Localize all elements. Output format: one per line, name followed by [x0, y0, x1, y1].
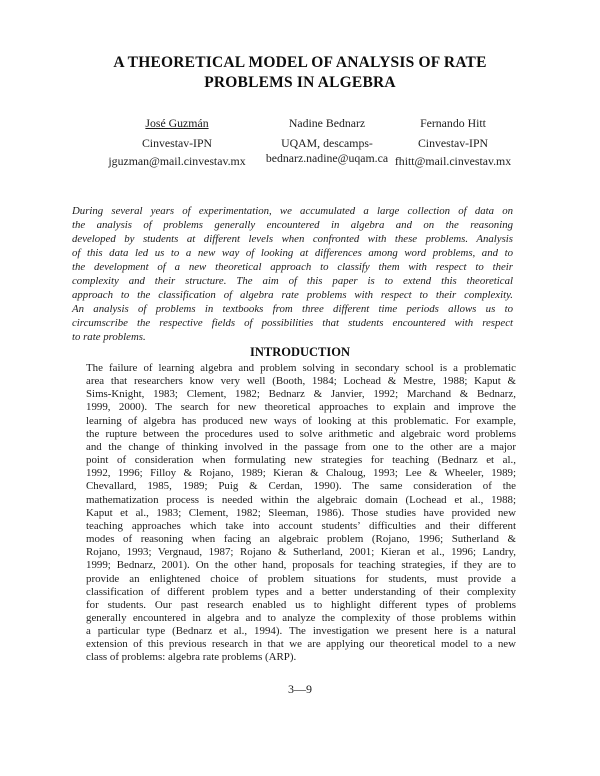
paragraph-line: a particular type (Bednarz et al., 1994). The investigation we present here is a natural	[86, 625, 516, 638]
paragraph-line: learning of algebra has produced new ways of looking at this problematic. For example,	[86, 414, 516, 427]
introduction-heading: INTRODUCTION	[249, 345, 350, 359]
paragraph-line: mathematization process is needed within the algebraic domain (Lochead et al., 1988;	[86, 493, 516, 506]
paragraph-line: The failure of learning algebra and problem solving in secondary school is a problematic	[86, 362, 516, 374]
paragraph-line: teaching approaches which take into account students’ difficulties and their different	[86, 519, 516, 532]
paragraph-line: Kaput et al., 1983; Clement, 1982; Sleeman, 1986). Those studies have provided new	[86, 506, 516, 519]
paragraph-line: Rojano, 1993; Vergnaud, 1987; Rojano & Sutherland, 2001; Kieran et al., 1996; Landry,	[86, 546, 516, 559]
paragraph-line: classification of different problem types and a better understanding of their complexity	[86, 585, 516, 598]
author-block	[0, 117, 600, 170]
abstract	[72, 204, 513, 344]
author-email: fhitt@mail.cinvestav.mx	[394, 153, 512, 168]
paragraph-line: class of problems: algebra rate problems (ARP).	[86, 651, 297, 664]
abstract-line: An analysis of problems in textbooks from three different time periods allows us to	[72, 303, 513, 315]
author-affiliation: Cinvestav-IPN	[141, 136, 213, 150]
paragraph-line: 1992, 1996; Filloy & Rojano, 1989; Kieran & Chaloug, 1993; Lee & Wheeler, 1989;	[86, 467, 516, 480]
abstract-line: to rate problems.	[72, 331, 146, 343]
author-affiliation: Cinvestav-IPN	[417, 136, 489, 150]
paragraph-line: area that researchers know very well (Booth, 1984; Lochead & Mestre, 1988; Kaput &	[86, 375, 516, 388]
paragraph-line: point of consideration when formulating new strategies for teaching (Bednarz et al.,	[86, 454, 516, 467]
paragraph-line: modes of reasoning when facing an algebraic problem (Rojano, 1996; Sutherland &	[86, 533, 516, 546]
author-email: bednarz.nadine@uqam.ca	[265, 150, 389, 165]
paragraph-line: and the change of thinking involved in the passage from one to the other are a major	[86, 440, 516, 453]
paragraph-line: generally encountered in algebra and to analyze the complexity of those problems within	[86, 611, 516, 624]
abstract-line: the development of a new theoretical approach to classify them with respect to their	[72, 261, 513, 273]
paragraph-line: extension of this previous research in that we are applying our theoretical model to a new	[86, 638, 516, 651]
abstract-line: circumscribe the respective fields of possibilities that students encountered with respect	[72, 317, 513, 329]
abstract-line: approach to the classification of algebra rate problems with respect to their complexity.	[72, 289, 513, 301]
paper-title-line-1: A THEORETICAL MODEL OF ANALYSIS OF RATE	[113, 54, 487, 71]
paragraph-line: Sims-Knight, 1983; Clement, 1982; Bednarz & Janvier, 1992; Marchand & Bednarz,	[86, 388, 516, 401]
author-name: José Guzmán	[145, 116, 209, 130]
paper-title	[0, 0, 600, 92]
author-name: Nadine Bednarz	[288, 116, 366, 130]
paragraph-line: 1999; Bednarz, 2001). On the other hand, proposals for teaching strategies, if they are to	[86, 559, 516, 572]
paragraph-line: the rupture between the procedures used to solve arithmetic and algebraic word problems	[86, 427, 516, 440]
author-name: Fernando Hitt	[420, 116, 486, 130]
page-number: 3—9	[288, 681, 312, 696]
abstract-line: the analysis of problems generally encountered in algebra and on the reasoning	[72, 219, 513, 231]
abstract-line: developed by students at different levels when confronted with these problems. Analysis	[72, 233, 513, 245]
paragraph-line: for students. Our past research enabled us to highlight different types of problems	[86, 598, 516, 611]
author-fernando-hitt	[377, 117, 529, 170]
paragraph-line: provide an enlightened choice of problem situations for students, must provide a	[86, 572, 516, 585]
abstract-line: During several years of experimentation, we accumulated a large collection of data on	[72, 205, 513, 217]
author-email: jguzman@mail.cinvestav.mx	[108, 153, 246, 168]
author-affiliation: UQAM, descamps-	[281, 136, 373, 150]
abstract-line: of this data led us to a new way of looking at differences among word problems, and to	[72, 247, 513, 259]
paragraph-line: Chevallard, 1985, 1989; Puig & Cerdan, 1990). The same consideration of the	[86, 480, 516, 493]
introduction-paragraph	[86, 362, 516, 665]
abstract-line: complexity and their structure. The aim of this paper is to extend this theoretical	[72, 275, 513, 287]
paper-title-line-2: PROBLEMS IN ALGEBRA	[204, 73, 396, 91]
paragraph-line: 1999, 2000). The search for new theoretical approaches to explain and improve the	[86, 401, 516, 414]
